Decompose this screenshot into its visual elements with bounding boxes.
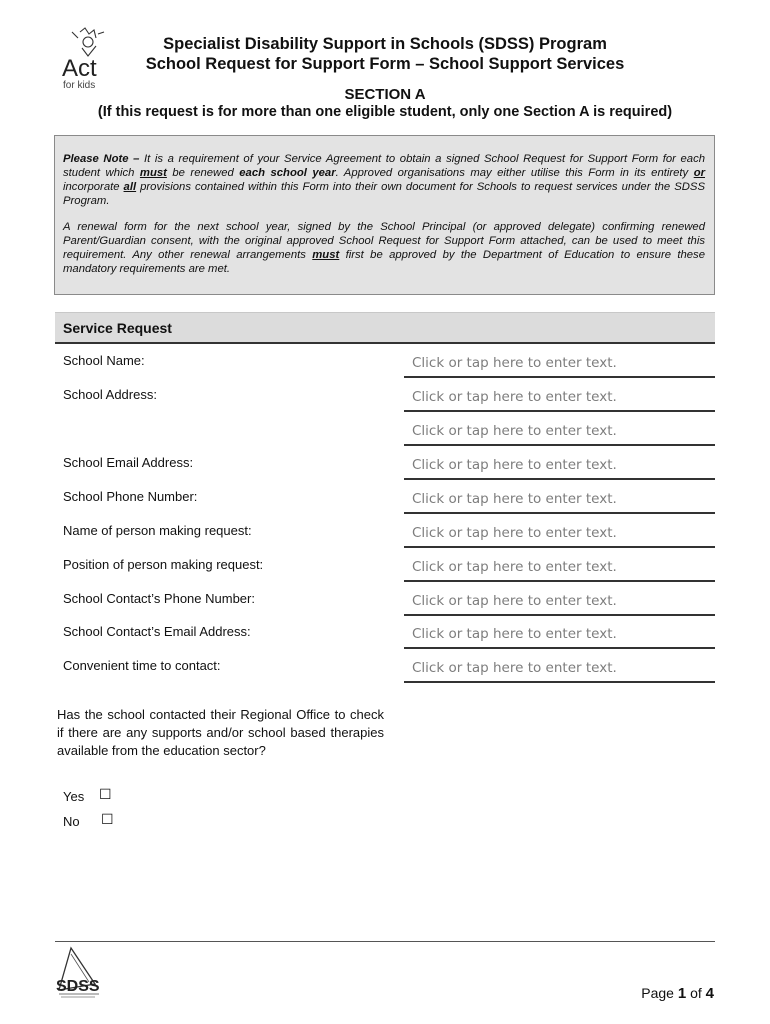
note-text: incorporate bbox=[63, 181, 124, 193]
page-total: 4 bbox=[705, 985, 714, 1002]
school-email-label: School Email Address: bbox=[63, 455, 194, 470]
logo-act-text: Act bbox=[62, 55, 97, 82]
contact-phone-field[interactable]: Click or tap here to enter text. bbox=[404, 584, 715, 616]
school-name-label: School Name: bbox=[63, 353, 145, 368]
note-text: provisions contained within this Form into their own document for Schools to request services under the SDSS Program. bbox=[63, 181, 705, 207]
school-address-field[interactable]: Click or tap here to enter text. bbox=[404, 380, 715, 412]
note-text: A renewal form for the next school year, signed by the School Principal (or approved delegate) confirming renewed Parent/Guardian consent, with the original approved School Request for Support Form attached, can be used to meet this requirement. Any other renewal arrangements bbox=[63, 221, 705, 261]
option-yes-checkbox[interactable]: ☐ bbox=[99, 787, 112, 803]
requester-position-label: Position of person making request: bbox=[63, 557, 264, 572]
option-no-checkbox[interactable]: ☐ bbox=[101, 812, 114, 828]
service-request-heading: Service Request bbox=[55, 312, 715, 344]
contact-time-label: Convenient time to contact: bbox=[63, 658, 221, 673]
note-emphasis: must bbox=[312, 249, 340, 261]
note-text: . Approved organisations may either utilise this Form in its entirety bbox=[335, 167, 694, 179]
note-emphasis: all bbox=[123, 181, 137, 193]
regional-office-question: Has the school contacted their Regional Office to check if there are any supports and/or school based therapies available from the education sector? bbox=[57, 707, 384, 758]
contact-email-field[interactable]: Click or tap here to enter text. bbox=[404, 617, 715, 649]
section-title: SECTION A bbox=[344, 86, 426, 103]
note-text: first be approved by the Department of Education to ensure these mandatory requirements are met. bbox=[63, 249, 705, 275]
requester-name-field[interactable]: Click or tap here to enter text. bbox=[404, 516, 715, 548]
form-title: Specialist Disability Support in Schools (SDSS) Program bbox=[163, 35, 607, 53]
form-subtitle: School Request for Support Form – School Support Services bbox=[145, 55, 625, 73]
school-email-field[interactable]: Click or tap here to enter text. bbox=[404, 448, 715, 480]
note-paragraph-2 bbox=[63, 220, 705, 276]
school-phone-label: School Phone Number: bbox=[63, 489, 198, 504]
contact-email-label: School Contact’s Email Address: bbox=[63, 624, 251, 639]
contact-time-field[interactable]: Click or tap here to enter text. bbox=[404, 651, 715, 683]
sdss-logo-text: SDSS bbox=[56, 978, 100, 995]
option-yes-label: Yes bbox=[63, 789, 85, 804]
note-emphasis: or bbox=[693, 167, 705, 179]
section-subtitle: (If this request is for more than one eligible student, only one Section A is required) bbox=[97, 104, 673, 120]
note-lead: Please Note – bbox=[63, 153, 140, 165]
school-address-line2-field[interactable]: Click or tap here to enter text. bbox=[404, 414, 715, 446]
note-emphasis: each school year bbox=[239, 167, 336, 179]
school-name-field[interactable]: Click or tap here to enter text. bbox=[404, 346, 715, 378]
footer-divider bbox=[55, 941, 715, 942]
note-paragraph-1 bbox=[63, 152, 705, 208]
page-of: of bbox=[686, 985, 706, 1001]
school-phone-field[interactable]: Click or tap here to enter text. bbox=[404, 482, 715, 514]
page-prefix: Page bbox=[641, 985, 678, 1001]
note-text: It is a requirement of your Service Agreement to obtain a signed School Request for Support Form for each student which bbox=[63, 153, 706, 179]
option-no-label: No bbox=[63, 814, 80, 829]
page-current: 1 bbox=[677, 985, 687, 1002]
please-note-box bbox=[54, 135, 715, 295]
page-indicator bbox=[641, 985, 714, 1002]
requester-name-label: Name of person making request: bbox=[63, 523, 252, 538]
contact-phone-label: School Contact’s Phone Number: bbox=[63, 591, 255, 606]
sdss-logo bbox=[55, 946, 113, 1000]
note-text: be renewed bbox=[166, 167, 240, 179]
school-address-label: School Address: bbox=[63, 387, 157, 402]
requester-position-field[interactable]: Click or tap here to enter text. bbox=[404, 550, 715, 582]
note-emphasis: must bbox=[139, 167, 167, 179]
logo-forkids-text: for kids bbox=[63, 80, 96, 91]
